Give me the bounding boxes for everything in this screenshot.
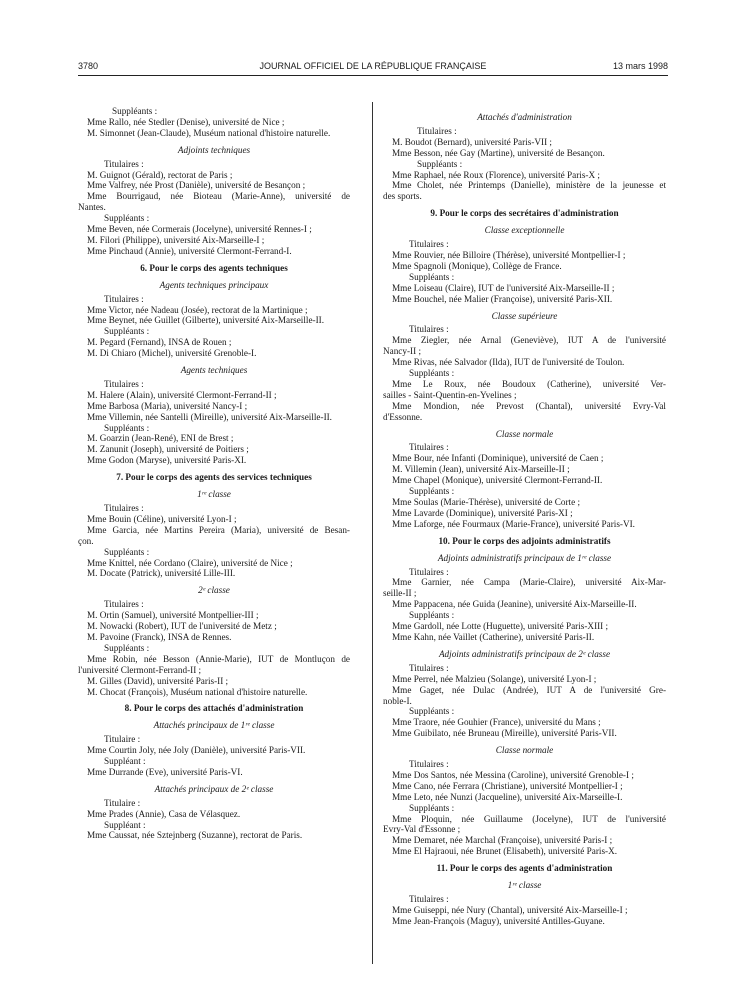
role-label: Suppléants : (104, 642, 150, 653)
entry-line: Mme Gardoll, née Lotte (Huguette), université Paris-XIII ; (392, 621, 609, 632)
role-label: Titulaires : (409, 759, 449, 770)
subsection-heading: 1ʳᵉ classe (197, 489, 231, 500)
entry-line: Mme Bour, née Infanti (Dominique), université de Caen ; (392, 453, 604, 464)
subsection-heading: Adjoints techniques (177, 144, 251, 155)
subsection-heading: 1ʳᵉ classe (507, 880, 542, 891)
entry-line: Mme Garcia, née Martins Pereira (Maria), université de Besan- (87, 524, 350, 535)
role-label: Suppléants : (409, 271, 455, 282)
role-label: Titulaires : (417, 125, 457, 136)
entry-line: Mme Demaret, née Marchal (Françoise), université Paris-I ; (392, 835, 613, 846)
subsection-heading: Adjoints administratifs principaux de 2ᵉ classe (438, 648, 611, 659)
entry-line: Mme Pappacena, née Guida (Jeanine), université Aix-Marseille-II. (392, 599, 637, 610)
entry-line: Mme Leto, née Nunzi (Jacqueline), université Aix-Marseille-I. (392, 791, 623, 802)
entry-line: M. Nowacki (Robert), IUT de l'université de Metz ; (87, 621, 277, 632)
entry-line: Mme Caussat, née Sztejnberg (Suzanne), rectorat de Paris. (87, 830, 303, 841)
entry-line: M. Chocat (François), Muséum national d'histoire naturelle. (87, 686, 308, 697)
entry-line: Mme Villemin, née Santelli (Mireille), université Aix-Marseille-II. (87, 411, 332, 422)
entry-line: Mme Beven, née Cormerais (Jocelyne), université Rennes-I ; (87, 224, 312, 235)
entry-line: M. Pavoine (Franck), INSA de Rennes. (87, 631, 232, 642)
section-heading: 7. Pour le corps des agents des services techniques (116, 472, 312, 483)
entry-line: M. Di Chiaro (Michel), université Grenoble-I. (87, 348, 257, 359)
header-rule (78, 75, 668, 76)
section-heading: 6. Pour le corps des agents techniques (140, 262, 288, 273)
subsection-heading: Classe normale (495, 428, 554, 439)
role-label: Suppléants : (409, 486, 455, 497)
entry-continuation: sailles - Saint-Quentin-en-Yvelines ; (383, 389, 517, 400)
entry-line: Mme Robin, née Besson (Annie-Marie), IUT de Montluçon de (87, 653, 350, 664)
entry-line: Mme Gaget, née Dulac (Andrée), IUT A de l'université Gre- (392, 684, 666, 695)
entry-line: M. Villemin (Jean), université Aix-Marseille-II ; (392, 464, 570, 475)
entry-line: M. Goarzin (Jean-René), ENI de Brest ; (87, 433, 234, 444)
entry-line: Mme Ziegler, née Arnal (Geneviève), IUT A de l'université (392, 335, 666, 346)
entry-line: Mme Chapel (Monique), université Clermont-Ferrand-II. (392, 475, 603, 486)
section-heading: 10. Pour le corps des adjoints administratifs (438, 535, 611, 546)
entry-line: Mme Cholet, née Printemps (Danielle), ministère de la jeunesse et (392, 180, 666, 191)
section-heading: 9. Pour le corps des secrétaires d'administration (430, 208, 619, 219)
entry-line: Mme Bouchel, née Malier (Françoise), université Paris-XII. (392, 293, 613, 304)
entry-line: Mme Knittel, née Cordano (Claire), université de Nice ; (87, 557, 293, 568)
section-heading: 8. Pour le corps des attachés d'administration (124, 703, 304, 714)
entry-line: Mme Godon (Maryse), université Paris-XI. (87, 455, 247, 466)
role-label: Suppléants : (104, 326, 150, 337)
entry-line: M. Boudot (Bernard), université Paris-VII ; (392, 136, 552, 147)
entry-continuation: Evry-Val d'Essonne ; (383, 824, 461, 835)
role-label: Titulaires : (104, 293, 144, 304)
entry-continuation: noble-I. (383, 695, 412, 706)
role-label: Suppléants : (409, 706, 455, 717)
entry-line: Mme Soulas (Marie-Thérèse), université de Corte ; (392, 497, 581, 507)
role-label: Suppléant : (104, 819, 146, 830)
entry-line: M. Zanunit (Joseph), université de Poitiers ; (87, 444, 249, 455)
entry-line: Mme El Hajraoui, née Brunet (Elisabeth), université Paris-X. (392, 846, 618, 857)
entry-line: M. Halere (Alain), université Clermont-Ferrand-II ; (87, 389, 277, 400)
entry-line: Mme Prades (Annie), Casa de Vélasquez. (87, 808, 241, 819)
entry-line: Mme Laforge, née Fourmaux (Marie-France), université Paris-VI. (392, 518, 635, 529)
page-header (78, 61, 668, 73)
entry-line: Mme Mondion, née Prevost (Chantal), université Evry-Val (392, 400, 666, 411)
journal-title: JOURNAL OFFICIEL DE LA RÉPUBLIQUE FRANÇAISE (259, 61, 487, 71)
entry-line: Mme Raphael, née Roux (Florence), université Paris-X ; (392, 169, 600, 180)
entry-continuation: des sports. (383, 191, 422, 202)
entry-continuation: çon. (78, 535, 94, 546)
entry-line: Mme Loiseau (Claire), IUT de l'université Aix-Marseille-II ; (392, 282, 615, 293)
section-heading: 11. Pour le corps des agents d'administration (436, 863, 613, 874)
role-label: Titulaires : (409, 566, 449, 577)
entry-line: Mme Guiseppi, née Nury (Chantal), université Aix-Marseille-I ; (392, 904, 628, 915)
entry-line: Mme Besson, née Gay (Martine), université de Besançon. (392, 147, 605, 158)
role-label: Titulaires : (409, 442, 449, 453)
role-label: Suppléants : (112, 106, 158, 116)
role-label: Titulaires : (104, 503, 144, 513)
entry-line: Mme Guibilato, née Bruneau (Mireille), université Paris-VII. (392, 728, 617, 739)
subsection-heading: Agents techniques (180, 365, 248, 376)
entry-line: Mme Courtin Joly, née Joly (Danièle), université Paris-VII. (87, 745, 306, 756)
entry-line: M. Pegard (Fernand), INSA de Rouen ; (87, 337, 232, 348)
entry-line: Mme Spagnoli (Monique), Collège de France. (392, 260, 562, 271)
entry-line: Mme Beynet, née Guillet (Gilberte), université Aix-Marseille-II. (87, 315, 325, 326)
entry-continuation: l'université Clermont-Ferrand-II ; (78, 664, 202, 675)
subsection-heading: Attachés principaux de 2ᵉ classe (154, 783, 274, 794)
role-label: Suppléants : (104, 213, 150, 224)
role-label: Titulaire : (104, 797, 141, 808)
entry-line: Mme Perrel, née Malzieu (Solange), université Lyon-I ; (392, 673, 597, 684)
subsection-heading: Attachés d'administration (477, 112, 572, 122)
entry-line: Mme Garnier, née Campa (Marie-Claire), université Aix-Mar- (392, 577, 666, 588)
entry-continuation: seille-II ; (383, 588, 417, 599)
entry-line: Mme Ploquin, née Guillaume (Jocelyne), IUT de l'université (392, 813, 666, 824)
entry-continuation: Nantes. (78, 202, 106, 213)
role-label: Titulaires : (409, 324, 449, 335)
entry-line: Mme Dos Santos, née Messina (Caroline), université Grenoble-I ; (392, 769, 634, 780)
right-column (383, 106, 666, 927)
entry-continuation: d'Essonne. (383, 411, 423, 422)
entry-line: Mme Cano, née Ferrara (Christiane), université Montpellier-I ; (392, 780, 623, 791)
left-column (78, 106, 350, 841)
role-label: Suppléants : (409, 368, 455, 379)
entry-line: Mme Le Roux, née Boudoux (Catherine), université Ver- (392, 378, 666, 389)
subsection-heading: 2ᵉ classe (198, 585, 230, 596)
column-divider (372, 102, 373, 964)
role-label: Suppléants : (104, 546, 150, 557)
entry-line: Mme Durrande (Eve), université Paris-VI. (87, 766, 243, 777)
role-label: Titulaires : (104, 599, 144, 610)
entry-line: Mme Lavarde (Dominique), université Paris-XI ; (392, 507, 573, 518)
page-number: 3780 (78, 61, 99, 71)
role-label: Titulaire : (104, 734, 141, 745)
entry-line: M. Gilles (David), université Paris-II ; (87, 675, 229, 686)
role-label: Suppléants : (409, 610, 455, 621)
role-label: Titulaires : (409, 239, 449, 250)
entry-line: M. Ortin (Samuel), université Montpellier-III ; (87, 610, 259, 621)
entry-continuation: Nancy-II ; (383, 346, 422, 357)
role-label: Suppléants : (104, 422, 150, 433)
entry-line: M. Guignot (Gérald), rectorat de Paris ; (87, 169, 233, 180)
entry-line: Mme Rivas, née Salvador (Ilda), IUT de l'université de Toulon. (392, 357, 625, 368)
entry-line: Mme Jean-François (Maguy), université Antilles-Guyane. (392, 915, 605, 926)
entry-line: Mme Victor, née Nadeau (Josée), rectorat de la Martinique ; (87, 304, 308, 315)
subsection-heading: Agents techniques principaux (159, 279, 269, 290)
entry-line: Mme Rallo, née Stedler (Denise), université de Nice ; (87, 116, 285, 127)
role-label: Titulaires : (104, 378, 144, 389)
entry-line: Mme Valfrey, née Prost (Danièle), université de Besançon ; (87, 180, 306, 191)
role-label: Titulaires : (409, 662, 449, 673)
publication-date: 13 mars 1998 (612, 61, 668, 71)
entry-line: Mme Bouin (Céline), université Lyon-I ; (87, 513, 237, 524)
subsection-heading: Classe exceptionnelle (484, 225, 565, 236)
entry-line: M. Docate (Patrick), université Lille-III. (87, 568, 236, 579)
entry-line: Mme Traore, née Gouhier (France), université du Mans ; (392, 717, 601, 728)
role-label: Suppléant : (104, 756, 146, 767)
entry-line: Mme Bourrigaud, née Bioteau (Marie-Anne), université de (87, 191, 350, 202)
subsection-heading: Classe normale (495, 745, 554, 756)
entry-line: Mme Pinchaud (Annie), université Clermont-Ferrand-I. (87, 245, 292, 256)
role-label: Titulaires : (409, 894, 449, 904)
entry-line: Mme Kahn, née Vaillet (Catherine), université Paris-II. (392, 631, 595, 642)
subsection-heading: Classe supérieure (491, 310, 558, 321)
subsection-heading: Adjoints administratifs principaux de 1ʳᵉ classe (437, 552, 612, 563)
entry-line: M. Simonnet (Jean-Claude), Muséum national d'histoire naturelle. (87, 127, 331, 138)
entry-line: M. Filori (Philippe), université Aix-Marseille-I ; (87, 234, 265, 245)
role-label: Titulaires : (104, 158, 144, 169)
role-label: Suppléants : (417, 158, 463, 169)
entry-line: Mme Rouvier, née Billoire (Thérèse), université Montpellier-I ; (392, 249, 626, 260)
entry-line: Mme Barbosa (Maria), université Nancy-I ; (87, 400, 248, 411)
role-label: Suppléants : (409, 802, 455, 813)
subsection-heading: Attachés principaux de 1ʳᵉ classe (153, 720, 275, 731)
